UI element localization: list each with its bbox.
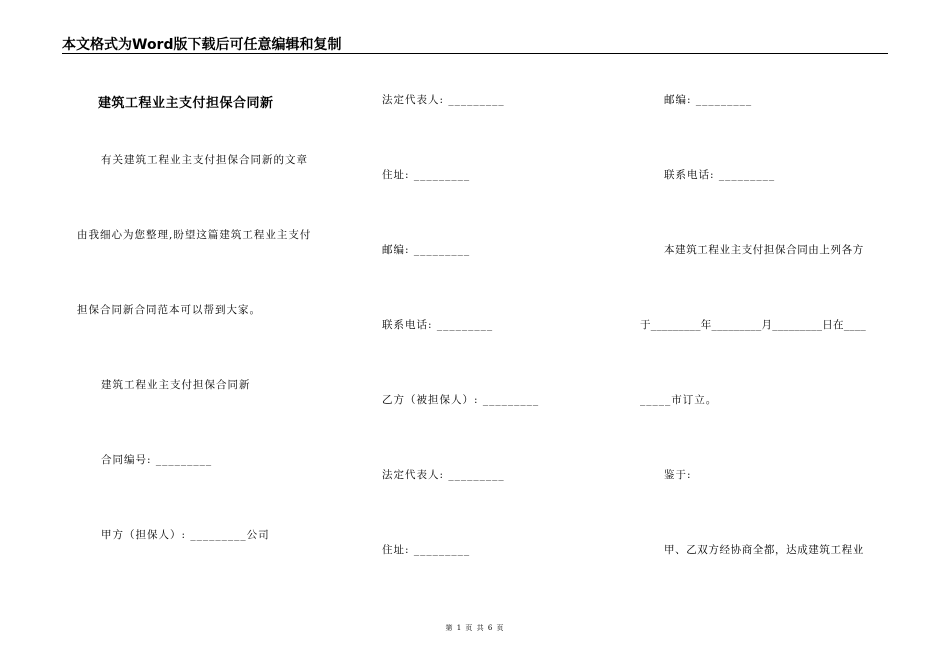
column-3-line-3: 本建筑工程业主支付担保合同由上列各方 xyxy=(664,244,864,256)
column-3-line-7: 甲、乙双方经协商全都，达成建筑工程业 xyxy=(664,544,864,556)
column-1-line-3: 担保合同新合同范本可以帮到大家。 xyxy=(77,304,261,316)
page-footer-page-number: 第 1 页 共 6 页 xyxy=(445,624,505,632)
column-1-line-4: 建筑工程业主支付担保合同新 xyxy=(101,379,251,391)
column-3-line-5: _____市订立。 xyxy=(640,394,718,406)
column-2-line-5: 乙方（被担保人）: _________ xyxy=(382,394,540,406)
column-2-line-2: 住址: _________ xyxy=(382,169,471,181)
column-1-line-1: 有关建筑工程业主支付担保合同新的文章 xyxy=(101,154,308,166)
column-2-line-1: 法定代表人: _________ xyxy=(382,94,505,106)
column-1-line-2: 由我细心为您整理,盼望这篇建筑工程业主支付 xyxy=(77,229,312,241)
column-3-line-2: 联系电话: _________ xyxy=(664,169,776,181)
column-2-line-6: 法定代表人: _________ xyxy=(382,469,505,481)
page-header-title: 本文格式为Word版下载后可任意编辑和复制 xyxy=(62,37,342,53)
column-1-line-5: 合同编号: _________ xyxy=(101,454,213,466)
column-3-line-4: 于_________年_________月_________日在____ xyxy=(640,319,867,331)
column-2-line-7: 住址: _________ xyxy=(382,544,471,556)
column-3-line-6: 鉴于: xyxy=(664,469,692,481)
column-1-line-6: 甲方（担保人）: _________公司 xyxy=(101,529,270,541)
column-3-line-1: 邮编: _________ xyxy=(664,94,753,106)
document-title: 建筑工程业主支付担保合同新 xyxy=(98,96,274,111)
page-header-rule xyxy=(62,53,888,54)
column-2-line-3: 邮编: _________ xyxy=(382,244,471,256)
column-2-line-4: 联系电话: _________ xyxy=(382,319,494,331)
